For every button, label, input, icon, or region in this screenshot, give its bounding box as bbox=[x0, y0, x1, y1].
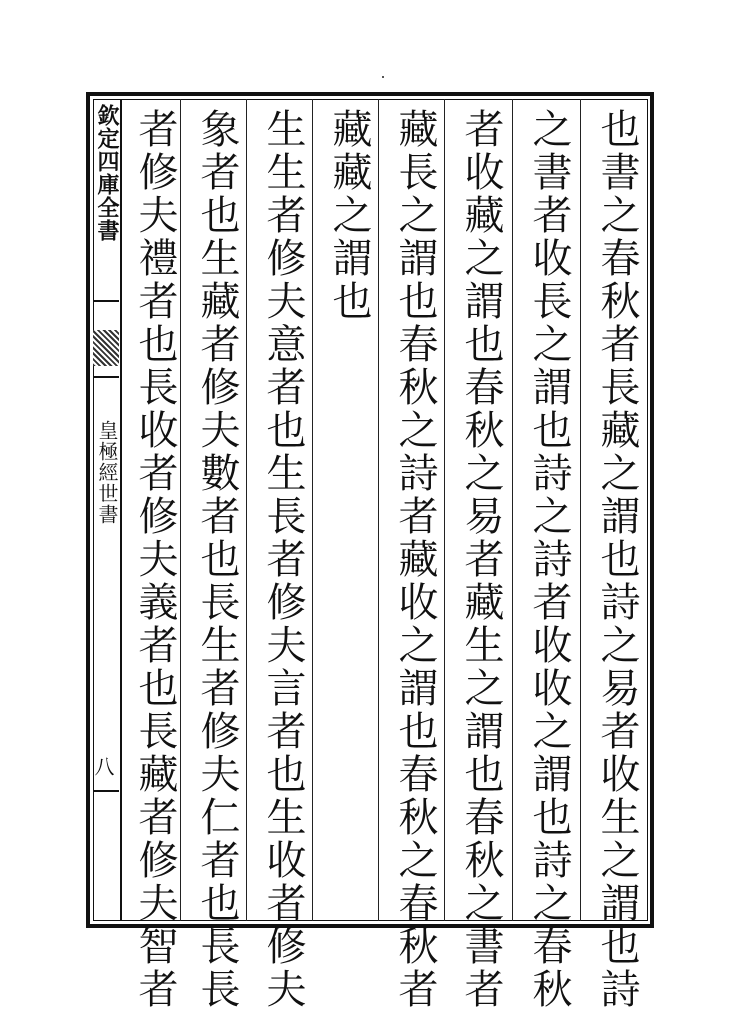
column-rule bbox=[180, 99, 181, 921]
margin-rule-lower bbox=[93, 376, 119, 378]
speck bbox=[382, 76, 384, 78]
margin-rule-upper bbox=[93, 300, 119, 302]
text-column-7: 象者也生藏者修夫數者也長生者修夫仁者也長長 bbox=[194, 108, 240, 1011]
column-rule bbox=[444, 99, 445, 921]
text-column-2: 之書者收長之謂也詩之詩者收收之謂也詩之春秋 bbox=[526, 108, 572, 1011]
margin-column-divider bbox=[120, 99, 122, 921]
text-column-6: 生生者修夫意者也生長者修夫言者也生收者修夫 bbox=[260, 108, 306, 1011]
column-rule bbox=[378, 99, 379, 921]
text-column-4: 藏長之謂也春秋之詩者藏收之謂也春秋之春秋者 bbox=[392, 108, 438, 1011]
book-title: 皇極經世書 bbox=[95, 420, 119, 525]
column-rule bbox=[512, 99, 513, 921]
margin-rule-page bbox=[93, 790, 119, 792]
text-column-3: 者收藏之謂也春秋之易者藏生之謂也春秋之書者 bbox=[458, 108, 504, 1011]
text-column-1: 也書之春秋者長藏之謂也詩之易者收生之謂也詩 bbox=[594, 108, 640, 1011]
series-title: 欽定四庫全書 bbox=[94, 104, 120, 242]
text-column-8: 者修夫禮者也長收者修夫義者也長藏者修夫智者 bbox=[132, 108, 178, 1011]
column-rule bbox=[246, 99, 247, 921]
page-number: 八 bbox=[91, 756, 115, 776]
column-rule bbox=[580, 99, 581, 921]
text-column-5: 藏藏之謂也 bbox=[326, 108, 372, 323]
column-rule bbox=[312, 99, 313, 921]
fish-tail-mark bbox=[93, 330, 119, 366]
